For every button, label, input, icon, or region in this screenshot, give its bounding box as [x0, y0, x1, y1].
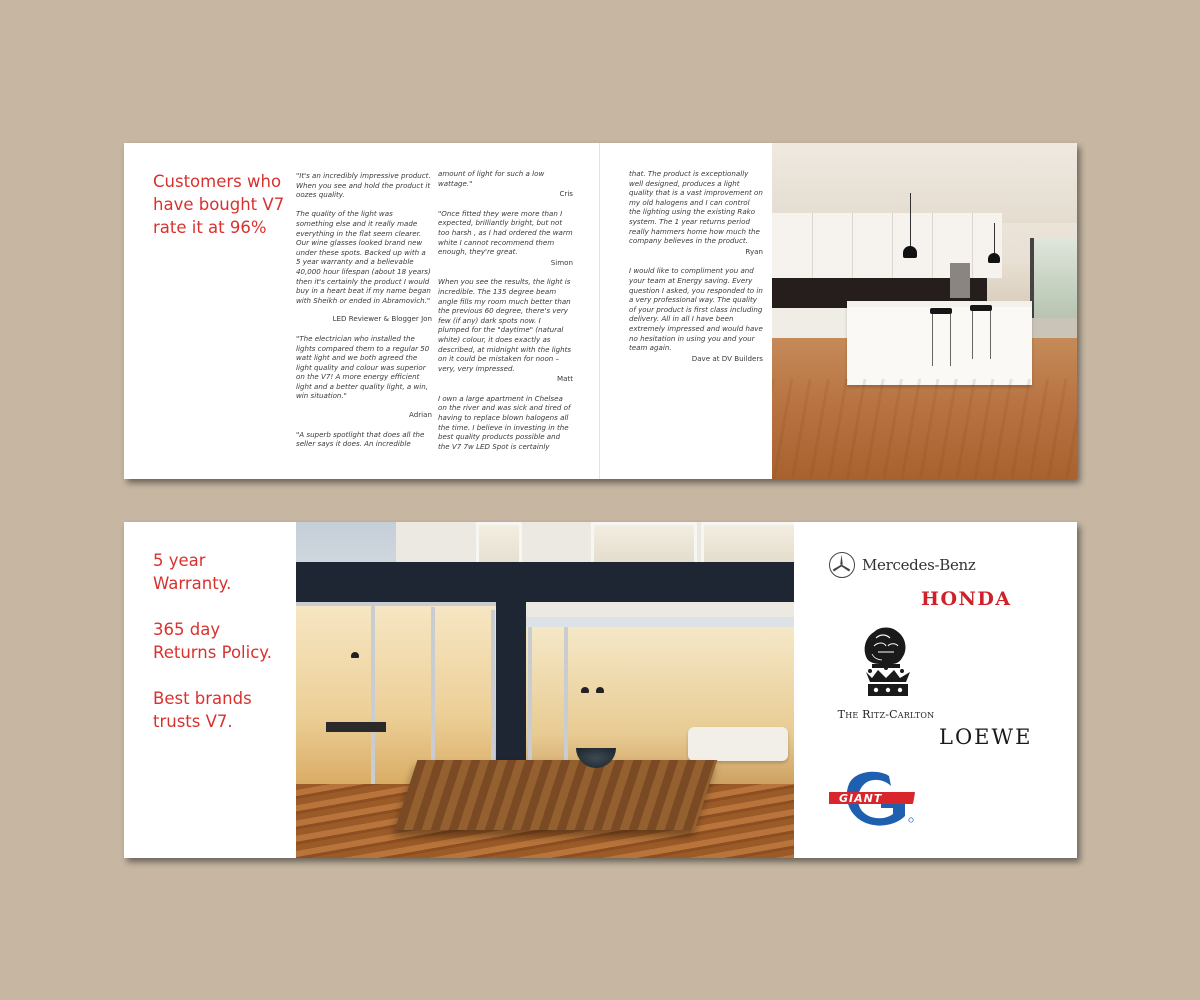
- testimonial-text: "Once fitted they were more than I expected, brilliantly bright, but not too harsh , as I had ordered the warm white I cannot recommend them enough, they're great.: [438, 208, 573, 257]
- stool-leg: [950, 314, 951, 366]
- door-frame: [296, 602, 496, 606]
- lion-crown-icon: [856, 624, 916, 702]
- mercedes-benz-logo: [829, 552, 976, 578]
- giant-g-icon: [829, 770, 929, 830]
- wood-floor: [772, 379, 1077, 479]
- headline-line: Best brands: [153, 689, 252, 708]
- ceiling: [772, 143, 1077, 223]
- house-patio-photo: [296, 522, 794, 858]
- giant-wordmark: GIANT: [839, 792, 883, 805]
- pendant-lamp: [351, 652, 359, 658]
- testimonial-text: I would like to compliment you and your team at Energy saving. Every question I asked, you responded to in a very professional way. The quality of your product is first class including delivery. All in all I have been extremely impressed and would have no hesitation in using you and your team again.: [629, 266, 763, 353]
- pendant-lamp: [903, 246, 917, 258]
- loewe-logo: LOEWE: [939, 725, 1033, 749]
- testimonial-author: Simon: [550, 257, 573, 267]
- pendant-cord: [910, 193, 911, 248]
- testimonial-author: LED Reviewer & Blogger Jon: [332, 314, 432, 324]
- testimonial-spread: [124, 143, 1077, 479]
- cabinet-seam: [852, 213, 853, 278]
- mercedes-star-icon: [829, 552, 855, 578]
- window: [1030, 238, 1077, 318]
- testimonial-text: When you see the results, the light is incredible. The 135 degree beam angle fills my room much better than the previous 60 degree, there's very few (if any) dark spots now. I plumped for the "daytime" (natural white) colour, it does exactly as described, at midnight with the lights on it could be mistaken for noon – very, very impressed.: [438, 277, 572, 373]
- pendant-lamp: [596, 687, 604, 693]
- testimonial-author: Matt: [556, 374, 573, 384]
- door-frame: [371, 602, 375, 792]
- mercedes-benz-wordmark: Mercedes-Benz: [862, 556, 976, 574]
- cabinet-seam: [892, 213, 893, 278]
- stool-leg: [990, 311, 991, 359]
- testimonial-author: Adrian: [409, 410, 432, 420]
- stool-leg: [972, 311, 973, 359]
- bar-stool: [930, 308, 952, 314]
- pendant-lamp: [988, 253, 1000, 263]
- outdoor-table: [395, 760, 718, 830]
- testimonial-text: "It's an incredibly impressive product. When you see and hold the product it oozes quality. The quality of the light was something else and it really made everything in the flat seem clearer. Our wine glasses looked brand new under these spots. Backed up with a 5 year warranty and a believable 40,000 hour lifespan (about 18 years) then it's certainly the product I would buy in a heart beat if my name began with Sheikh or ended in Abramovich.": [296, 171, 431, 305]
- page-fold: [599, 143, 600, 479]
- testimonial-column-2: [438, 169, 573, 461]
- cabinet-seam: [932, 213, 933, 278]
- giant-logo: [829, 770, 929, 830]
- testimonial-column-1: [296, 171, 432, 459]
- testimonial-text: "A superb spotlight that does all the seller says it does. An incredible: [296, 429, 425, 449]
- headline-line: trusts V7.: [153, 712, 233, 731]
- cabinet-seam: [812, 213, 813, 278]
- pendant-cord: [994, 223, 995, 255]
- testimonial-column-3: [629, 169, 763, 373]
- cabinet-seam: [972, 213, 973, 278]
- kitchen-photo: [772, 143, 1077, 479]
- headline-line: Warranty.: [153, 574, 232, 593]
- honda-logo: HONDA: [921, 588, 1012, 610]
- customer-rating-headline: Customers who have bought V7 rate it at 96%: [153, 172, 285, 237]
- ritz-carlton-logo: [827, 624, 945, 721]
- testimonial-author: Cris: [559, 189, 573, 199]
- testimonial-text: amount of light for such a low wattage.": [438, 169, 545, 188]
- headline-spacer: [153, 595, 303, 618]
- testimonial-author: Ryan: [745, 246, 763, 256]
- dining-table: [326, 722, 386, 732]
- warranty-spread: [124, 522, 1077, 858]
- rug: [1032, 318, 1077, 338]
- headline-spacer: [153, 664, 303, 687]
- testimonial-text: that. The product is exceptionally well designed, produces a light quality that is a vast improvement on my old halogens and I can control the lighting using the existing Rako system. The 1 year returns period really hammers home how much the company believes in the product.: [629, 169, 763, 246]
- headline-line: 5 year: [153, 551, 206, 570]
- testimonial-text: "The electrician who installed the lights compared them to a regular 50 watt light and we both agreed the light quality and colour was superior on the V7! A more energy efficient light and a better quality light, a win, win situation.": [296, 333, 430, 401]
- headline-line: 365 day: [153, 620, 221, 639]
- bar-stool: [970, 305, 992, 311]
- headline-line: Returns Policy.: [153, 643, 272, 662]
- stool-leg: [932, 314, 933, 366]
- warranty-headline: [153, 549, 303, 733]
- testimonial-text: I own a large apartment in Chelsea on the river and was sick and tired of having to replace blown halogens all the time. I believe in investing in the best quality products possible and the V7 7w LED Spot is certainly: [438, 393, 571, 451]
- dark-fascia: [296, 562, 794, 602]
- ritz-carlton-wordmark: The Ritz-Carlton: [837, 708, 935, 721]
- oven: [950, 263, 970, 298]
- testimonial-author: Dave at DV Builders: [691, 353, 763, 363]
- pendant-lamp: [581, 687, 589, 693]
- sofa: [688, 727, 788, 761]
